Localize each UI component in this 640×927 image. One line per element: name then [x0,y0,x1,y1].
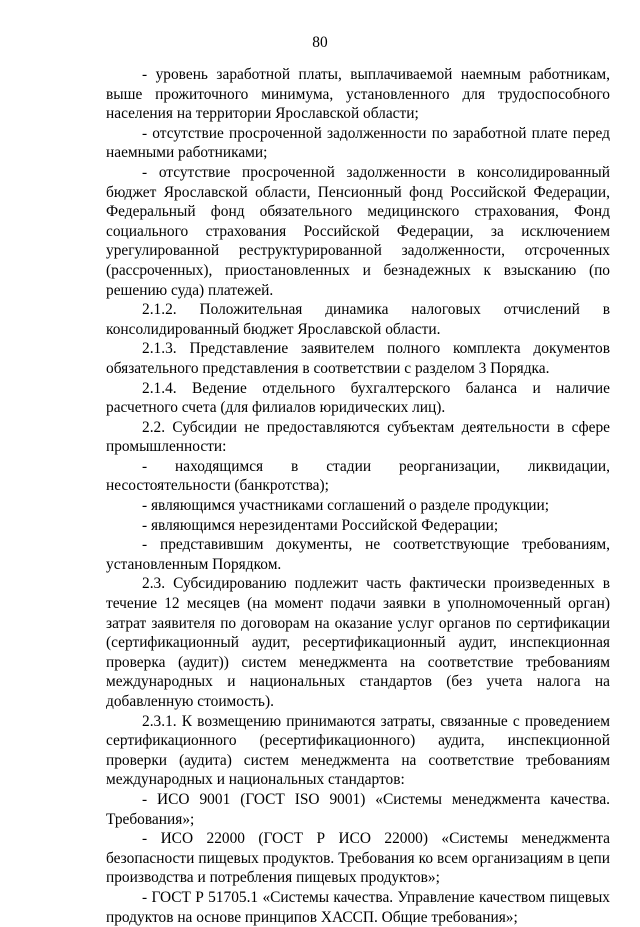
list-item-gost-51705: - ГОСТ Р 51705.1 «Системы качества. Управление качеством пищевых продуктов на основе принципов ХАССП. Общие требования»; [106,888,610,926]
list-item-nonresidents: - являющимся нерезидентами Российской Федерации; [142,516,499,534]
paragraph-no-budget-arrears: - отсутствие просроченной задолженности в консолидированный бюджет Ярославской области, Пенсионный фонд Российской Федерации, Федеральный фонд обязательного медицинского страхования, Фонд социального страхования Российской Федерации, за исключением урегулированной реструктурированной задолженности, отсроченных (рассроченных), приостановленных и безнадежных к взысканию (по решению суда) платежей. [106,163,610,299]
document-body [106,65,610,927]
list-item-noncompliant-documents: - представившим документы, не соответствующие требованиям, установленным Порядком. [106,536,610,573]
paragraph-2-1-2: 2.1.2. Положительная динамика налоговых отчислений в консолидированный бюджет Ярославской области. [106,301,610,338]
list-item-iso-22000: - ИСО 22000 (ГОСТ Р ИСО 22000) «Системы менеджмента безопасности пищевых продуктов. Требования ко всем организациям в цепи производства и потребления пищевых продуктов»; [106,830,610,887]
list-item-iso-9001: - ИСО 9001 (ГОСТ ISO 9001) «Системы менеджмента качества. Требования»; [106,790,610,828]
paragraph-wage-level: - уровень заработной платы, выплачиваемой наемным работникам, выше прожиточного минимума, установленного для трудоспособного населения на территории Ярославской области; [106,66,610,123]
paragraph-2-1-3: 2.1.3. Представление заявителем полного комплекта документов обязательного представления в соответствии с разделом 3 Порядка. [106,340,610,377]
list-item-production-sharing: - являющимся участниками соглашений о разделе продукции; [142,497,550,515]
paragraph-no-wage-arrears: - отсутствие просроченной задолженности по заработной плате перед наемными работниками; [106,124,610,162]
paragraph-2-2: 2.2. Субсидии не предоставляются субъектам деятельности в сфере промышленности: [106,418,610,456]
list-item-reorganization: - находящимся в стадии реорганизации, ликвидации, несостоятельности (банкротства); [106,457,610,495]
paragraph-2-1-4: 2.1.4. Ведение отдельного бухгалтерского баланса и наличие расчетного счета (для филиалов юридических лиц). [106,379,610,417]
paragraph-2-3-1: 2.3.1. К возмещению принимаются затраты, связанные с проведением сертификационного (ресертификационного) аудита, инспекционной проверки (аудита) систем менеджмента на соответствие требованиям международных и национальных стандартов: [106,712,610,789]
paragraph-2-3: 2.3. Субсидированию подлежит часть фактически произведенных в течение 12 месяцев (на момент подачи заявки в уполномоченный орган) затрат заявителя по договорам на оказание услуг органов по сертификации (сертификационный аудит, ресертификационный аудит, инспекционная проверка (аудит)) систем менеджмента на соответствие требованиям международных и национальных стандартов (без учета налога на добавленную стоимость). [106,575,610,710]
page-number: 80 [312,34,328,51]
